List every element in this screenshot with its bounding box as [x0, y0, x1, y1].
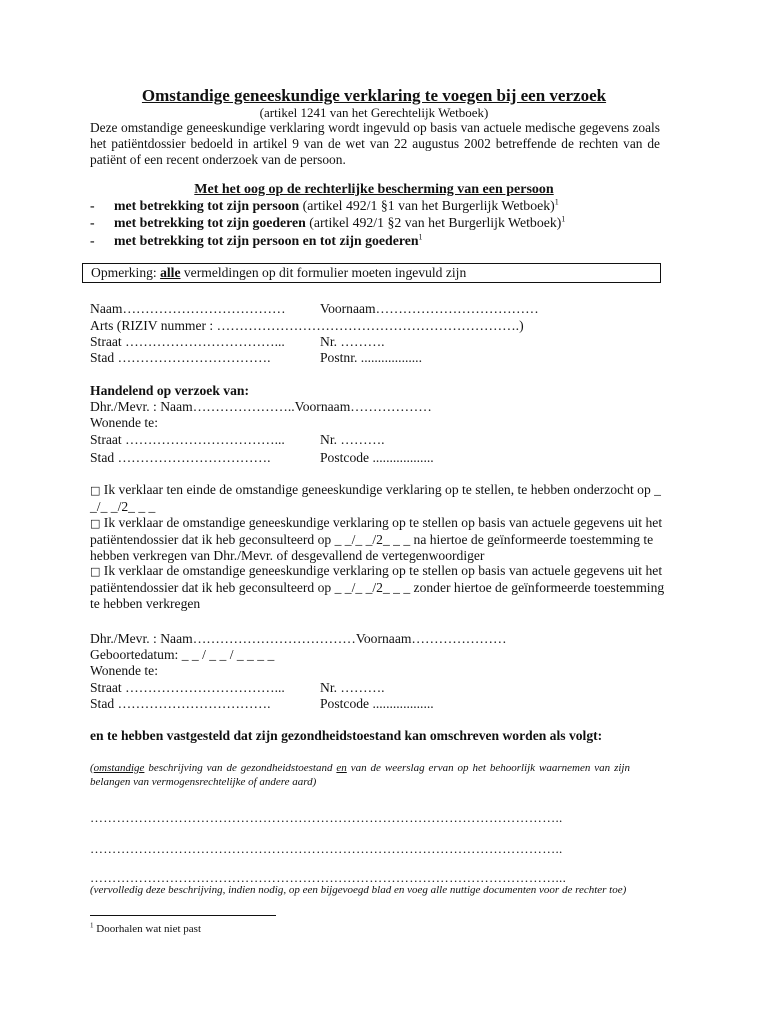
protection-item-both [90, 232, 423, 250]
protection-item-bold: met betrekking tot zijn goederen [114, 215, 306, 230]
doctor-stad-field[interactable]: Stad ……………………………. [90, 350, 271, 365]
declaration-text: Ik verklaar de omstandige geneeskundige verklaring op te stellen op basis van actuele gegevens uit het patiëntendossier dat ik heb geconsulteerd op _ _/_ _/2_ _ _ na hiertoe de geïnformeerde toestemming te hebben verkregen van Dhr./Mevr. of desgevallend de vertegenwoordiger [90, 515, 663, 563]
finding-heading: en te hebben vastgesteld dat zijn gezondheidstoestand kan omschreven worden als volgt: [90, 728, 603, 743]
requester-straat-field[interactable]: Straat ……………………………... [90, 432, 285, 447]
protection-item-bold: met betrekking tot zijn persoon [114, 198, 300, 213]
person-stad-field[interactable]: Stad ……………………………. [90, 696, 271, 711]
person-birthdate-field[interactable]: Geboortedatum: _ _ / _ _ / _ _ _ _ [90, 647, 275, 662]
doctor-nr-field[interactable]: Nr. ………. [320, 334, 385, 349]
list-dash: - [90, 233, 95, 248]
doctor-voornaam-field[interactable]: Voornaam……………………………… [320, 301, 539, 316]
doctor-postnr-field[interactable]: Postnr. .................. [320, 350, 422, 365]
footnote-text: Doorhalen wat niet past [93, 923, 202, 935]
declaration-without-consent [90, 563, 672, 612]
person-nr-field[interactable]: Nr. ………. [320, 680, 385, 695]
checkbox-icon[interactable]: □ [90, 517, 101, 530]
note-text: beschrijving van de gezondheidstoestand [144, 762, 337, 774]
protection-item-text: (artikel 492/1 §2 van het Burgerlijk Wetboek) [305, 215, 562, 230]
protection-item-goods [90, 214, 565, 232]
requester-stad-field[interactable]: Stad ……………………………. [90, 450, 271, 465]
person-wonende-label: Wonende te: [90, 663, 158, 678]
footnote-number: 1 [90, 921, 94, 930]
remark-suffix: vermeldingen op dit formulier moeten ingevuld zijn [180, 265, 467, 280]
person-street-row [90, 679, 385, 696]
requester-name-field[interactable]: Dhr./Mevr. : Naam…………………..Voornaam……………… [90, 399, 432, 414]
doctor-riziv-field[interactable]: Arts (RIZIV nummer : ………………………………………………………….) [90, 318, 524, 333]
note-underlined-en: en [336, 762, 347, 774]
list-dash: - [90, 198, 95, 213]
requester-city-row [90, 449, 434, 466]
declaration-with-consent [90, 515, 672, 564]
doctor-city-row [90, 349, 422, 366]
protection-item-text: (artikel 492/1 §1 van het Burgerlijk Wetboek) [299, 198, 555, 213]
requester-postcode-field[interactable]: Postcode .................. [320, 450, 434, 465]
declaration-text: Ik verklaar ten einde de omstandige geneeskundige verklaring op te stellen, te hebben onderzocht op _ _/_ _/2_ _ _ [90, 482, 661, 514]
declaration-text: Ik verklaar de omstandige geneeskundige verklaring op te stellen op basis van actuele gegevens uit het patiëntendossier dat ik heb geconsulteerd op _ _/_ _/2_ _ _ zonder hiertoe de geïnformeerde toestemming te hebben verkregen [90, 563, 665, 611]
person-city-row [90, 695, 434, 712]
person-name-field[interactable]: Dhr./Mevr. : Naam………………………………Voornaam………………… [90, 631, 507, 646]
person-postcode-field[interactable]: Postcode .................. [320, 696, 434, 711]
document-title: Omstandige geneeskundige verklaring te voegen bij een verzoek [141, 86, 607, 105]
protection-item-bold: met betrekking tot zijn persoon en tot zijn goederen [114, 233, 419, 248]
requester-heading: Handelend op verzoek van: [90, 383, 249, 398]
doctor-street-row [90, 333, 385, 350]
document-subtitle: (artikel 1241 van het Gerechtelijk Wetboek) [259, 105, 489, 120]
description-line-1[interactable]: …………………………………………………………………………………………….. [90, 810, 563, 825]
requester-nr-field[interactable]: Nr. ………. [320, 432, 385, 447]
finding-note [90, 761, 630, 789]
protection-item-person [90, 197, 559, 215]
intro-paragraph: Deze omstandige geneeskundige verklaring wordt ingevuld op basis van actuele medische gegevens zoals het patiëntdossier bedoeld in artikel 9 van de wet van 22 augustus 2002 betreffende de rechten van de patiënt of een recent onderzoek van de persoon. [90, 120, 660, 167]
requester-street-row [90, 431, 385, 448]
checkbox-icon[interactable]: □ [90, 565, 101, 578]
person-straat-field[interactable]: Straat ……………………………... [90, 680, 285, 695]
note-text-end: van de weerslag ervan op het behoorlijk waarnemen van zijn belangen van vermogensrechtelijke of andere aard) [90, 762, 630, 788]
remark-emphasis: alle [160, 265, 181, 280]
description-line-2[interactable]: …………………………………………………………………………………………….. [90, 841, 563, 856]
footnote-marker: 1 [561, 214, 566, 224]
footnote-marker: 1 [418, 232, 423, 242]
footnote [90, 922, 201, 936]
remark-box [82, 263, 661, 283]
doctor-naam-field[interactable]: Naam……………………………… [90, 301, 286, 316]
doctor-straat-field[interactable]: Straat ……………………………... [90, 334, 285, 349]
footnote-marker: 1 [554, 197, 559, 207]
protection-heading: Met het oog op de rechterlijke bescherming van een persoon [194, 182, 554, 197]
description-line-3[interactable]: ……………………………………………………………………………………………... [90, 870, 567, 885]
checkbox-icon[interactable]: □ [90, 484, 101, 497]
doctor-name-row [90, 300, 539, 317]
closing-note: (vervolledig deze beschrijving, indien nodig, op een bijgevoegd blad en voeg alle nuttige documenten voor de rechter toe) [90, 884, 627, 896]
remark-prefix: Opmerking: [91, 265, 161, 280]
note-underlined-omstandige: omstandige [93, 762, 145, 774]
list-dash: - [90, 215, 95, 230]
note-open: ( [90, 762, 94, 774]
declaration-examined [90, 482, 672, 515]
footnote-divider [90, 915, 276, 916]
requester-wonende-label: Wonende te: [90, 415, 158, 430]
